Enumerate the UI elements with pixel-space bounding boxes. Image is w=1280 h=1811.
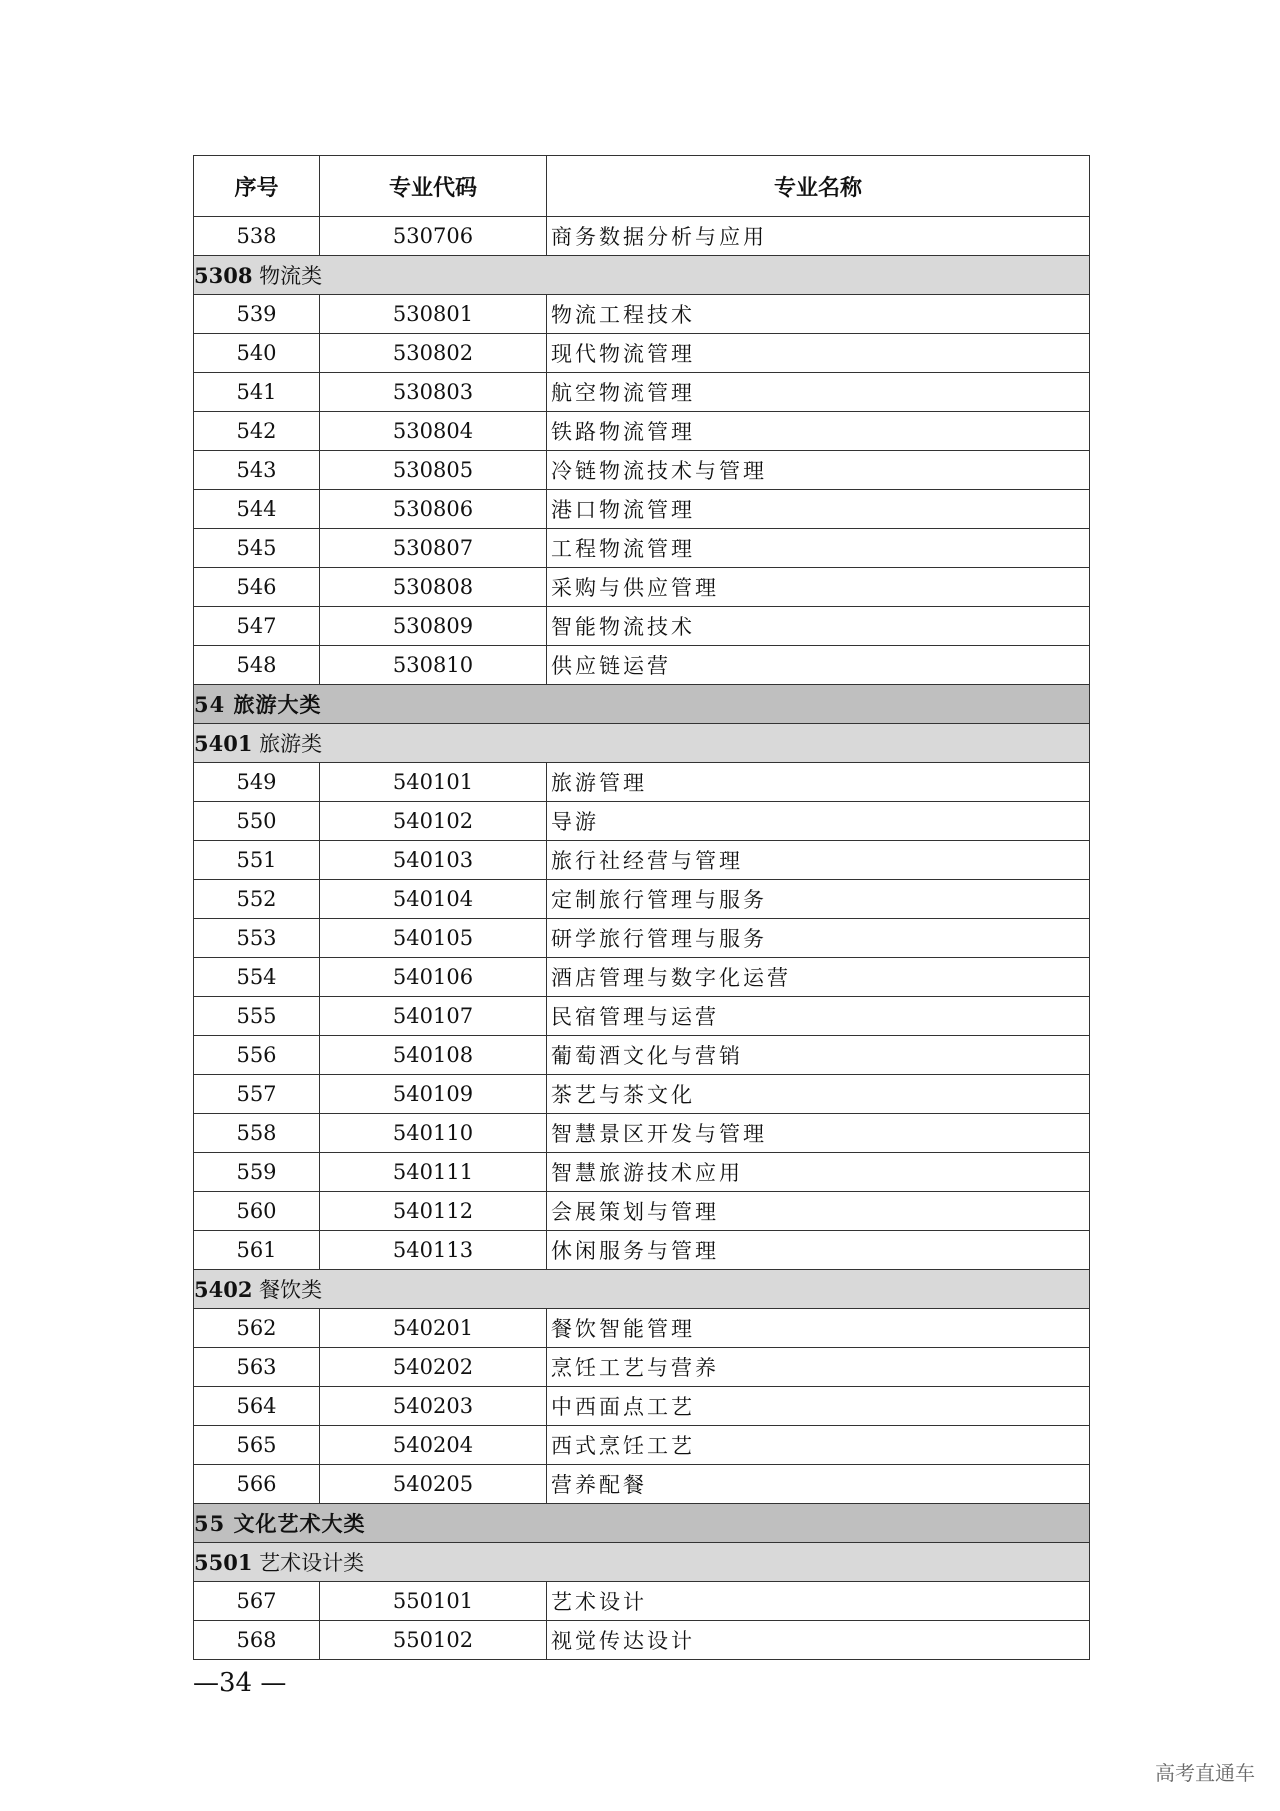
category-name: 餐饮类 [259,1278,323,1302]
major-name-cell: 冷链物流技术与管理 [547,451,1090,490]
category-name: 旅游类 [259,732,323,756]
major-code-cell: 540110 [320,1114,547,1153]
category-name: 物流类 [259,264,323,288]
major-category-row [194,685,1090,724]
major-category-row [194,1504,1090,1543]
category-cell [194,1270,1090,1309]
major-name-cell: 酒店管理与数字化运营 [547,958,1090,997]
serial-number-cell: 555 [194,997,320,1036]
major-name-cell: 营养配餐 [547,1465,1090,1504]
major-code-cell: 540111 [320,1153,547,1192]
serial-number-cell: 545 [194,529,320,568]
header-major-code: 专业代码 [320,156,547,217]
table-row [194,1465,1090,1504]
major-name-cell: 民宿管理与运营 [547,997,1090,1036]
major-name-cell: 现代物流管理 [547,334,1090,373]
table-row [194,841,1090,880]
table-row [194,490,1090,529]
major-name-cell: 西式烹饪工艺 [547,1426,1090,1465]
major-name-cell: 智慧景区开发与管理 [547,1114,1090,1153]
table-row [194,1192,1090,1231]
table-row [194,412,1090,451]
major-code-cell: 540104 [320,880,547,919]
table-row [194,568,1090,607]
major-code-cell: 550101 [320,1582,547,1621]
table-row [194,1309,1090,1348]
major-code-cell: 530809 [320,607,547,646]
major-name-cell: 工程物流管理 [547,529,1090,568]
major-name-cell: 葡萄酒文化与营销 [547,1036,1090,1075]
serial-number-cell: 548 [194,646,320,685]
table-row [194,1231,1090,1270]
major-name-cell: 餐饮智能管理 [547,1309,1090,1348]
table-row [194,1153,1090,1192]
major-name-cell: 旅游管理 [547,763,1090,802]
table-row [194,295,1090,334]
major-code-cell: 530706 [320,217,547,256]
major-code-cell: 540107 [320,997,547,1036]
sub-category-row [194,1543,1090,1582]
table-row [194,529,1090,568]
major-code-cell: 540101 [320,763,547,802]
major-code-cell: 530802 [320,334,547,373]
table-row [194,1348,1090,1387]
major-name-cell: 智能物流技术 [547,607,1090,646]
category-cell [194,685,1090,724]
table-header-row [194,156,1090,217]
table-row [194,1582,1090,1621]
category-cell [194,1504,1090,1543]
major-name-cell: 导游 [547,802,1090,841]
serial-number-cell: 542 [194,412,320,451]
major-code-cell: 530807 [320,529,547,568]
table-row [194,607,1090,646]
table-row [194,1036,1090,1075]
major-code-cell: 540201 [320,1309,547,1348]
category-code: 5401 [194,731,253,756]
major-code-cell: 540112 [320,1192,547,1231]
major-name-cell: 艺术设计 [547,1582,1090,1621]
major-code-cell: 540109 [320,1075,547,1114]
serial-number-cell: 550 [194,802,320,841]
serial-number-cell: 554 [194,958,320,997]
major-name-cell: 会展策划与管理 [547,1192,1090,1231]
table-row [194,880,1090,919]
sub-category-row [194,1270,1090,1309]
serial-number-cell: 561 [194,1231,320,1270]
serial-number-cell: 562 [194,1309,320,1348]
major-code-cell: 530805 [320,451,547,490]
major-code-cell: 540202 [320,1348,547,1387]
major-name-cell: 研学旅行管理与服务 [547,919,1090,958]
watermark: 高考直通车 [1155,1761,1255,1785]
major-name-cell: 旅行社经营与管理 [547,841,1090,880]
major-code-cell: 540106 [320,958,547,997]
table-row [194,1114,1090,1153]
major-name-cell: 智慧旅游技术应用 [547,1153,1090,1192]
category-cell [194,724,1090,763]
major-name-cell: 茶艺与茶文化 [547,1075,1090,1114]
serial-number-cell: 539 [194,295,320,334]
major-name-cell: 视觉传达设计 [547,1621,1090,1660]
table-body [194,217,1090,1660]
serial-number-cell: 547 [194,607,320,646]
table-row [194,958,1090,997]
major-code-cell: 540103 [320,841,547,880]
table-row [194,1426,1090,1465]
header-major-name: 专业名称 [547,156,1090,217]
table-row [194,997,1090,1036]
serial-number-cell: 559 [194,1153,320,1192]
category-name: 文化艺术大类 [233,1511,366,1536]
serial-number-cell: 563 [194,1348,320,1387]
serial-number-cell: 560 [194,1192,320,1231]
major-code-cell: 550102 [320,1621,547,1660]
major-code-cell: 530803 [320,373,547,412]
major-code-cell: 540105 [320,919,547,958]
major-code-cell: 540204 [320,1426,547,1465]
category-name: 旅游大类 [233,692,322,717]
sub-category-row [194,256,1090,295]
major-name-cell: 休闲服务与管理 [547,1231,1090,1270]
category-code: 54 [194,692,226,717]
table-row [194,217,1090,256]
majors-table [193,155,1090,1660]
serial-number-cell: 549 [194,763,320,802]
serial-number-cell: 553 [194,919,320,958]
serial-number-cell: 538 [194,217,320,256]
table-row [194,1075,1090,1114]
major-name-cell: 烹饪工艺与营养 [547,1348,1090,1387]
serial-number-cell: 541 [194,373,320,412]
category-cell [194,256,1090,295]
category-code: 5402 [194,1277,253,1302]
major-code-cell: 530806 [320,490,547,529]
serial-number-cell: 551 [194,841,320,880]
category-code: 5501 [194,1550,253,1575]
major-name-cell: 定制旅行管理与服务 [547,880,1090,919]
major-name-cell: 商务数据分析与应用 [547,217,1090,256]
table-row [194,373,1090,412]
serial-number-cell: 565 [194,1426,320,1465]
major-code-cell: 530808 [320,568,547,607]
category-code: 5308 [194,263,253,288]
major-code-cell: 540203 [320,1387,547,1426]
major-code-cell: 530801 [320,295,547,334]
table-row [194,1621,1090,1660]
table-row [194,646,1090,685]
serial-number-cell: 543 [194,451,320,490]
major-name-cell: 物流工程技术 [547,295,1090,334]
serial-number-cell: 544 [194,490,320,529]
category-code: 55 [194,1511,226,1536]
serial-number-cell: 567 [194,1582,320,1621]
table-row [194,334,1090,373]
sub-category-row [194,724,1090,763]
major-name-cell: 中西面点工艺 [547,1387,1090,1426]
major-code-cell: 540108 [320,1036,547,1075]
serial-number-cell: 540 [194,334,320,373]
header-serial-number: 序号 [194,156,320,217]
category-cell [194,1543,1090,1582]
page-number: —34 — [193,1668,287,1698]
table-row [194,1387,1090,1426]
table-row [194,802,1090,841]
serial-number-cell: 566 [194,1465,320,1504]
serial-number-cell: 564 [194,1387,320,1426]
major-code-cell: 540205 [320,1465,547,1504]
serial-number-cell: 558 [194,1114,320,1153]
serial-number-cell: 556 [194,1036,320,1075]
major-code-cell: 530804 [320,412,547,451]
serial-number-cell: 568 [194,1621,320,1660]
table-row [194,763,1090,802]
table-row [194,451,1090,490]
major-code-cell: 540102 [320,802,547,841]
major-name-cell: 港口物流管理 [547,490,1090,529]
serial-number-cell: 557 [194,1075,320,1114]
serial-number-cell: 546 [194,568,320,607]
serial-number-cell: 552 [194,880,320,919]
major-code-cell: 530810 [320,646,547,685]
major-code-cell: 540113 [320,1231,547,1270]
major-name-cell: 航空物流管理 [547,373,1090,412]
category-name: 艺术设计类 [259,1551,365,1575]
table-row [194,919,1090,958]
major-name-cell: 铁路物流管理 [547,412,1090,451]
major-name-cell: 采购与供应管理 [547,568,1090,607]
major-name-cell: 供应链运营 [547,646,1090,685]
